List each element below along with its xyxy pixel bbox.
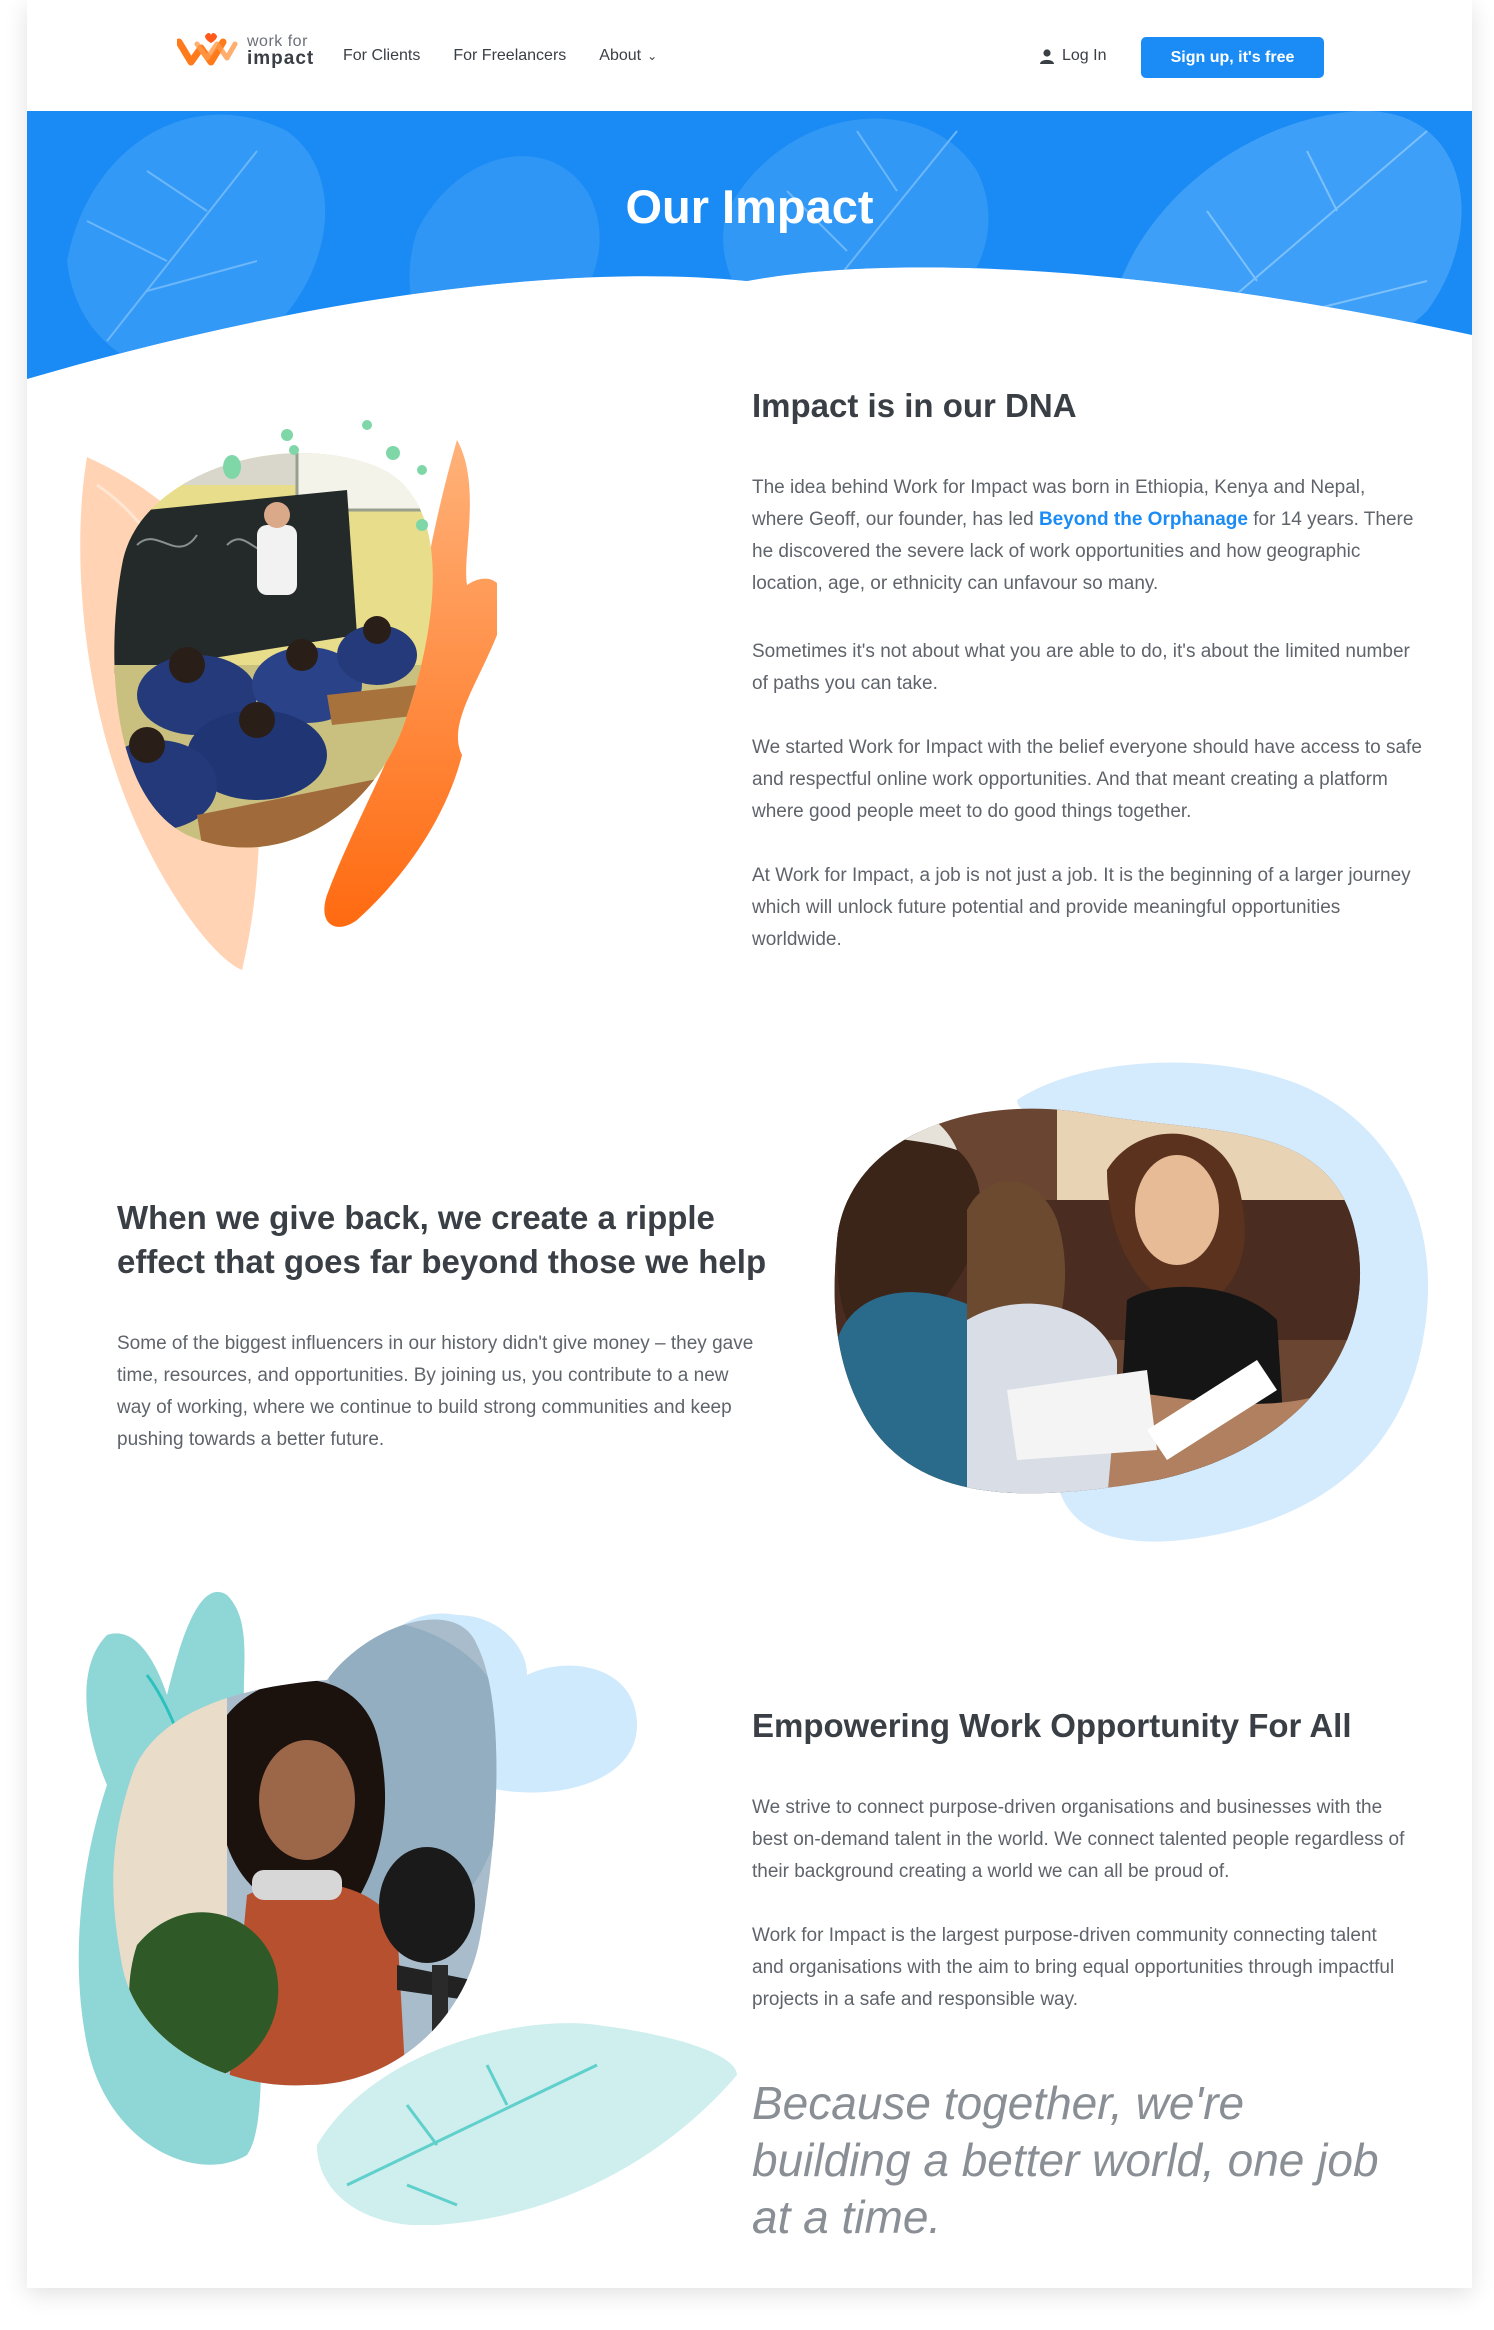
- ripple-paragraph: Some of the biggest influencers in our history didn't give money – they gave time, resources, and opportunities. By joining us, you contribute to a new way of working, where we continue to build strong communities and keep pushing towards a better future.: [117, 1333, 754, 1450]
- logo-text-big: impact: [247, 48, 315, 69]
- logo[interactable]: [177, 30, 314, 70]
- chevron-down-icon: ⌄: [647, 49, 658, 63]
- dna-paragraph-1: [752, 472, 1422, 600]
- logo-icon: [177, 30, 239, 70]
- signup-button[interactable]: Sign up, it's free: [1141, 37, 1324, 78]
- nav-about-label: About: [599, 47, 642, 64]
- beyond-the-orphanage-link[interactable]: Beyond the Orphanage: [1038, 509, 1248, 530]
- top-navigation-bar: [27, 0, 1472, 111]
- user-icon: [1040, 49, 1054, 64]
- main-nav: [343, 47, 690, 65]
- hero-title: Our Impact: [625, 180, 874, 233]
- empower-quote: Because together, we're building a better world, one job at a time.: [752, 2077, 1379, 2243]
- nav-for-clients[interactable]: For Clients: [343, 47, 421, 64]
- dna-paragraph-1-text-b: for 14 years. There he discovered the severe lack of work opportunities and how geographic location, age, or ethnicity can unfavour so many.: [752, 509, 1414, 594]
- empower-paragraph-1: We strive to connect purpose-driven organisations and businesses with the best on-demand talent in the world. We connect talented people regardless of their background creating a world we can all be proud of.: [752, 1797, 1405, 1882]
- login-label: Log In: [1062, 47, 1107, 64]
- login-link[interactable]: [1040, 47, 1106, 65]
- empower-title: Empowering Work Opportunity For All: [752, 1707, 1352, 1744]
- dna-paragraph-1-text-a: The idea behind Work for Impact was born in Ethiopia, Kenya and Nepal, where Geoff, our founder, has led: [752, 477, 1366, 530]
- dna-paragraph-2: Sometimes it's not about what you are able to do, it's about the limited number of paths you can take.: [752, 641, 1410, 694]
- empower-paragraph-2: Work for Impact is the largest purpose-driven community connecting talent and organisations with the aim to bring equal opportunities through impactful projects in a safe and responsible way.: [752, 1925, 1395, 2010]
- dna-paragraph-3: We started Work for Impact with the belief everyone should have access to safe and respectful online work opportunities. And that meant creating a platform where good people meet to do good things together.: [752, 737, 1422, 822]
- nav-for-freelancers[interactable]: For Freelancers: [453, 47, 567, 64]
- podcast-illustration: [77, 1585, 747, 2225]
- logo-text-small: work for: [247, 33, 308, 50]
- ripple-title: When we give back, we create a ripple effect that goes far beyond those we help: [117, 1199, 767, 1280]
- page: [27, 0, 1472, 2288]
- dna-title: Impact is in our DNA: [752, 387, 1077, 424]
- group-work-illustration: [817, 1060, 1437, 1550]
- classroom-illustration: [77, 395, 497, 975]
- hero-banner: [27, 111, 1472, 381]
- hero-background: [27, 111, 1472, 381]
- nav-about[interactable]: [599, 47, 657, 65]
- dna-paragraph-4: At Work for Impact, a job is not just a job. It is the beginning of a larger journey which will unlock future potential and provide meaningful opportunities worldwide.: [752, 865, 1411, 950]
